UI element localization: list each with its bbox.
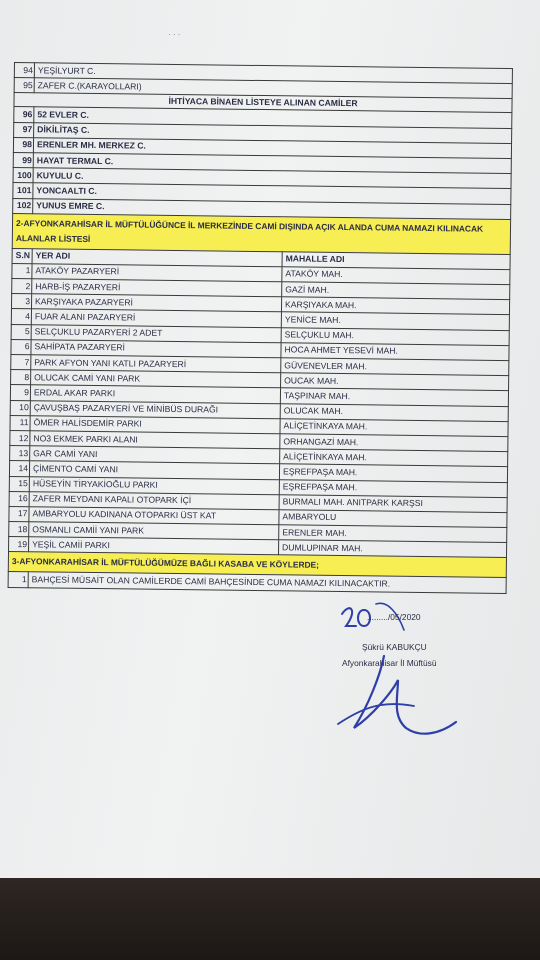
- row-number: 99: [13, 152, 33, 167]
- row-number: 14: [9, 461, 29, 476]
- mufti-name: Şükrü KABUKÇU: [362, 642, 427, 652]
- district-name: SELÇUKLU MAH.: [281, 327, 509, 345]
- district-name: GÜVENEVLER MAH.: [281, 358, 509, 376]
- place-name: FUAR ALANI PAZARYERİ: [31, 309, 281, 327]
- row-number: 7: [11, 354, 31, 369]
- mosque-name: ERENLER MH. MERKEZ C.: [33, 137, 511, 158]
- place-name: ATAKÖY PAZARYERİ: [32, 264, 282, 282]
- place-name: YEŞİL CAMİİ PARKI: [29, 537, 279, 555]
- row-number: 95: [14, 78, 34, 93]
- row-number: 6: [11, 339, 31, 354]
- need-header: İHTİYACA BİNAEN LİSTEYE ALINAN CAMİLER: [14, 93, 512, 113]
- row-number: 19: [9, 537, 29, 552]
- place-name: ERDAL AKAR PARKI: [30, 385, 280, 403]
- place-name: OSMANLI CAMİİ YANI PARK: [29, 522, 279, 540]
- mosque-table: [8, 62, 513, 594]
- place-name: HARB-İŞ PAZARYERİ: [32, 279, 282, 297]
- district-name: EŞREFPAŞA MAH.: [279, 464, 507, 482]
- district-name: ALİÇETİNKAYA MAH.: [280, 419, 508, 437]
- col-header-sn: S.N: [12, 248, 32, 263]
- place-name: KARŞIYAKA PAZARYERİ: [31, 294, 281, 312]
- row-number: 13: [10, 446, 30, 461]
- mufti-title: Afyonkarahisar İl Müftüsü: [342, 658, 437, 668]
- row-number: 100: [13, 168, 33, 183]
- row-number: 4: [11, 309, 31, 324]
- row-number: 101: [13, 183, 33, 198]
- row-number: 8: [11, 370, 31, 385]
- instruction-text: BAHÇESİ MÜSAİT OLAN CAMİLERDE CAMİ BAHÇESİNDE CUMA NAMAZI KILINACAKTIR.: [28, 572, 506, 593]
- mosque-name: ZAFER C.(KARAYOLLARI): [34, 78, 512, 99]
- place-name: SELÇUKLU PAZARYERİ 2 ADET: [31, 324, 281, 342]
- row-number: 11: [10, 415, 30, 430]
- mosque-name: YUNUS EMRE C.: [33, 198, 511, 219]
- row-number: 96: [14, 107, 34, 122]
- open-area-list: [9, 263, 511, 558]
- row-number: 9: [10, 385, 30, 400]
- need-mosque-list: [13, 107, 512, 219]
- row-number: 12: [10, 430, 30, 445]
- district-name: ALİÇETİNKAYA MAH.: [280, 449, 508, 467]
- row-number: 94: [14, 63, 34, 78]
- col-header-place: YER ADI: [32, 248, 282, 266]
- district-name: YENİCE MAH.: [281, 312, 509, 330]
- row-number: 15: [9, 476, 29, 491]
- row-number: 1: [8, 572, 28, 587]
- place-name: ÇİMENTO CAMİ YANI: [29, 461, 279, 479]
- mosque-name: HAYAT TERMAL C.: [33, 153, 511, 174]
- col-header-district: MAHALLE ADI: [282, 251, 510, 269]
- place-name: SAHİPATA PAZARYERİ: [31, 340, 281, 358]
- row-number: 98: [13, 137, 33, 152]
- place-name: AMBARYOLU KADINANA OTOPARKI ÜST KAT: [29, 507, 279, 525]
- place-name: NO3 EKMEK PARKI ALANI: [30, 431, 280, 449]
- paper-marks: · · ·: [168, 30, 181, 39]
- district-name: OUCAK MAH.: [281, 373, 509, 391]
- mosque-name: 52 EVLER C.: [34, 107, 512, 128]
- section-2-title: 2-AFYONKARAHİSAR İL MÜFTÜLÜĞÜNCE İL MERKEZİNDE CAMİ DIŞINDA AÇIK ALANDA CUMA NAMAZI KILINACAK ALANLAR LİSTESİ: [12, 213, 510, 254]
- place-name: ÖMER HALİSDEMİR PARKI: [30, 415, 280, 433]
- district-name: ERENLER MAH.: [279, 525, 507, 543]
- district-name: KARŞIYAKA MAH.: [281, 297, 509, 315]
- place-name: ZAFER MEYDANI KAPALI OTOPARK İÇİ: [29, 491, 279, 509]
- mosque-name: DİKİLİTAŞ C.: [34, 122, 512, 143]
- row-number: 3: [11, 294, 31, 309]
- district-name: ORHANGAZİ MAH.: [280, 434, 508, 452]
- district-name: EŞREFPAŞA MAH.: [279, 479, 507, 497]
- district-name: OLUCAK MAH.: [280, 403, 508, 421]
- row-number: 10: [10, 400, 30, 415]
- place-name: ÇAVUŞBAŞ PAZARYERİ VE MİNİBÜS DURAĞI: [30, 400, 280, 418]
- mosque-name: KUYULU C.: [33, 168, 511, 189]
- district-name: BURMALI MAH. ANITPARK KARŞSI: [279, 494, 507, 512]
- background-floor: [0, 878, 540, 960]
- district-name: TAŞPINAR MAH.: [280, 388, 508, 406]
- section-3-title: 3-AFYONKARAHİSAR İL MÜFTÜLÜĞÜMÜZE BAĞLI KASABA VE KÖYLERDE;: [8, 552, 506, 578]
- row-number: 5: [11, 324, 31, 339]
- section-2: [12, 213, 511, 269]
- mosque-list-sheet: [8, 62, 512, 594]
- district-name: GAZİ MAH.: [282, 282, 510, 300]
- row-number: 18: [9, 522, 29, 537]
- mosque-name: YEŞİLYURT C.: [34, 63, 512, 84]
- row-number: 17: [9, 506, 29, 521]
- row-number: 2: [12, 279, 32, 294]
- district-name: DUMLUPINAR MAH.: [278, 540, 506, 558]
- signature-date: ........./05/2020: [367, 612, 421, 622]
- place-name: HÜSEYİN TİRYAKİOĞLU PARKI: [29, 476, 279, 494]
- row-number: 102: [13, 198, 33, 213]
- district-name: HOCA AHMET YESEVİ MAH.: [281, 343, 509, 361]
- place-name: PARK AFYON YANI KATLI PAZARYERİ: [31, 355, 281, 373]
- place-name: GAR CAMİ YANI: [30, 446, 280, 464]
- district-name: ATAKÖY MAH.: [282, 267, 510, 285]
- place-name: OLUCAK CAMİ YANI PARK: [31, 370, 281, 388]
- row-number: 16: [9, 491, 29, 506]
- mosque-name: YONCAALTI C.: [33, 183, 511, 204]
- row-number: 97: [14, 122, 34, 137]
- row-number: 1: [12, 263, 32, 278]
- district-name: AMBARYOLU: [279, 510, 507, 528]
